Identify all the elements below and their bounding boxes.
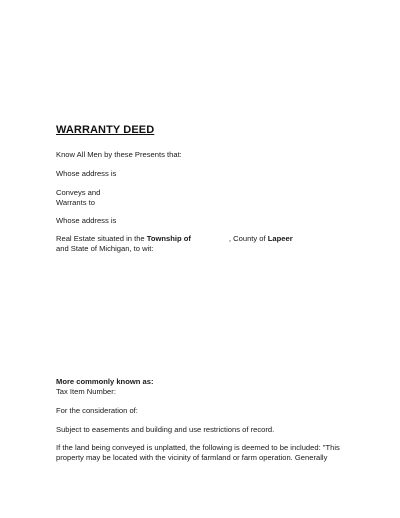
know-all-men-text: Know All Men by these Presents that: [56,150,182,159]
township-label: Township of [146,234,191,243]
grantee-address-label: Whose address is [56,216,117,225]
unplatted-text-line-2: property may be located with the vicinity of farmland or farm operation. Generally [56,453,328,462]
warrants-to-label: Warrants to [56,198,95,207]
real-estate-line [56,234,293,244]
real-estate-prefix: Real Estate situated in the [56,234,147,243]
grantor-address-label: Whose address is [56,169,117,178]
county-prefix: , County of [228,234,268,243]
unplatted-text-line-1: If the land being conveyed is unplatted, the following is deemed to be included: "This [56,443,340,452]
commonly-known-heading: More commonly known as: [56,377,154,386]
deed-title: WARRANTY DEED [56,124,155,136]
subject-to-text: Subject to easements and building and use restrictions of record. [56,425,275,434]
conveys-and-label: Conveys and [56,188,101,197]
state-line: and State of Michigan, to wit: [56,244,154,253]
consideration-label: For the consideration of: [56,406,138,415]
tax-item-label: Tax Item Number: [56,387,116,396]
county-name: Lapeer [267,234,293,243]
